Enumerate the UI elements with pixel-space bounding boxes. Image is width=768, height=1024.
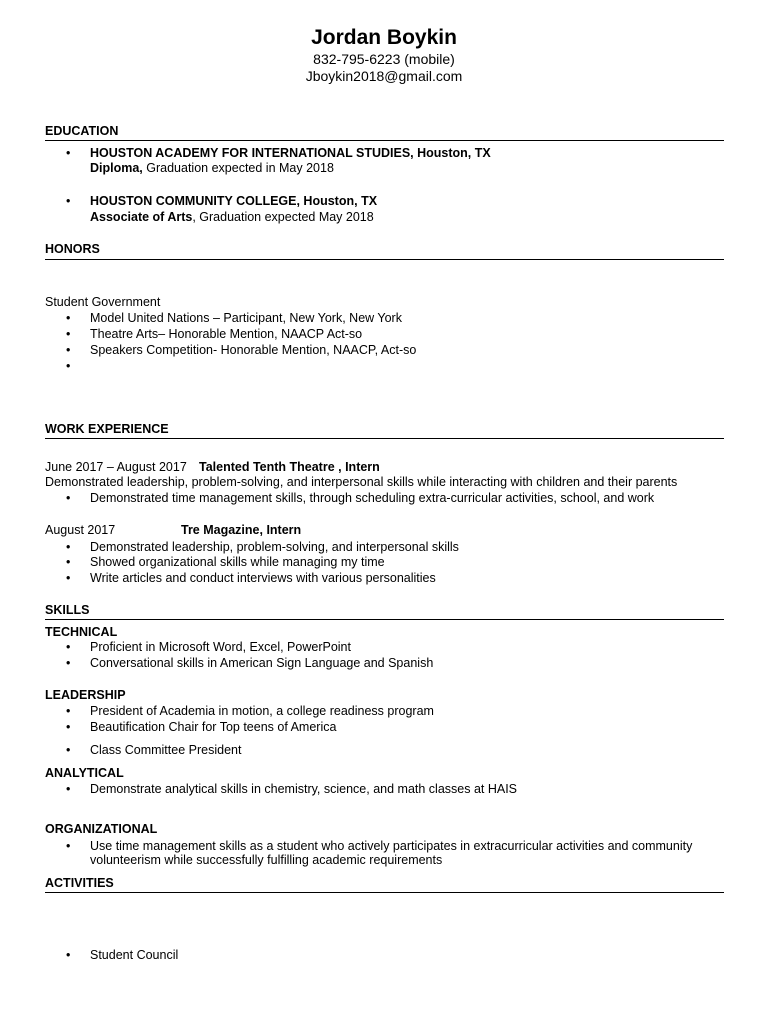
skills-organizational-line: volunteerism while successfully fulfilling academic requirements (90, 853, 443, 867)
job-2-title: Tre Magazine, Intern (181, 523, 302, 537)
resume-name: Jordan Boykin (311, 26, 457, 49)
job-1-title: Talented Tenth Theatre , Intern (199, 460, 380, 474)
skills-technical-item: Conversational skills in American Sign Language and Spanish (90, 656, 434, 670)
honors-item: Theatre Arts– Honorable Mention, NAACP Act-so (90, 327, 363, 341)
skills-organizational-line: Use time management skills as a student who actively participates in extracurricular activities and community (90, 839, 693, 853)
bullet-icon: • (66, 555, 71, 569)
skills-organizational-label: ORGANIZATIONAL (45, 822, 158, 836)
job-2-bullet: Showed organizational skills while managing my time (90, 555, 385, 569)
bullet-icon: • (66, 491, 71, 505)
job-2-bullet: Write articles and conduct interviews with various personalities (90, 571, 436, 585)
bullet-icon: • (66, 571, 71, 585)
skills-analytical-item: Demonstrate analytical skills in chemistry, science, and math classes at HAIS (90, 782, 518, 796)
education-degree-line-1 (90, 161, 334, 175)
activities-item: Student Council (90, 948, 179, 962)
bullet-icon: • (66, 146, 71, 160)
honors-item: Speakers Competition- Honorable Mention, NAACP, Act-so (90, 343, 417, 357)
work-heading: WORK EXPERIENCE (45, 422, 169, 436)
bullet-icon: • (66, 656, 71, 670)
honors-item: Model United Nations – Participant, New York, New York (90, 311, 402, 325)
job-2-dates: August 2017 (45, 523, 116, 537)
bullet-icon: • (66, 327, 71, 341)
skills-leadership-item: Beautification Chair for Top teens of America (90, 720, 337, 734)
job-1-dates: June 2017 – August 2017 (45, 460, 187, 474)
honors-intro: Student Government (45, 295, 161, 309)
bullet-icon: • (66, 948, 71, 962)
bullet-icon: • (66, 343, 71, 357)
education-detail-1: Graduation expected in May 2018 (142, 161, 334, 175)
education-degree-line-2 (90, 210, 374, 224)
skills-technical-label: TECHNICAL (45, 625, 118, 639)
skills-leadership-item: Class Committee President (90, 743, 242, 757)
activities-rule (45, 892, 724, 893)
skills-heading: SKILLS (45, 603, 90, 617)
honors-rule (45, 259, 724, 260)
education-rule (45, 140, 724, 141)
education-degree-2: Associate of Arts (90, 210, 193, 224)
bullet-icon: • (66, 720, 71, 734)
work-rule (45, 438, 724, 439)
skills-leadership-label: LEADERSHIP (45, 688, 126, 702)
phone-number: 832-795-6223 (mobile) (313, 51, 455, 67)
education-school-1: HOUSTON ACADEMY FOR INTERNATIONAL STUDIES, Houston, TX (90, 146, 491, 160)
skills-analytical-label: ANALYTICAL (45, 766, 124, 780)
skills-technical-item: Proficient in Microsoft Word, Excel, PowerPoint (90, 640, 351, 654)
job-1-summary: Demonstrated leadership, problem-solving, and interpersonal skills while interacting with children and their parents (45, 475, 678, 489)
bullet-icon: • (66, 540, 71, 554)
skills-rule (45, 619, 724, 620)
activities-heading: ACTIVITIES (45, 876, 114, 890)
education-degree-1: Diploma, (90, 161, 143, 175)
bullet-icon: • (66, 782, 71, 796)
education-school-2: HOUSTON COMMUNITY COLLEGE, Houston, TX (90, 194, 378, 208)
education-heading: EDUCATION (45, 124, 119, 138)
bullet-icon: • (66, 311, 71, 325)
job-2-bullet: Demonstrated leadership, problem-solving, and interpersonal skills (90, 540, 459, 554)
bullet-icon: • (66, 359, 71, 373)
bullet-icon: • (66, 743, 71, 757)
bullet-icon: • (66, 194, 71, 208)
job-1-bullet: Demonstrated time management skills, through scheduling extra-curricular activities, school, and work (90, 491, 655, 505)
skills-leadership-item: President of Academia in motion, a college readiness program (90, 704, 434, 718)
bullet-icon: • (66, 839, 71, 853)
bullet-icon: • (66, 640, 71, 654)
email-address: Jboykin2018@gmail.com (305, 68, 463, 84)
honors-heading: HONORS (45, 242, 100, 256)
bullet-icon: • (66, 704, 71, 718)
education-detail-2: , Graduation expected May 2018 (192, 210, 374, 224)
